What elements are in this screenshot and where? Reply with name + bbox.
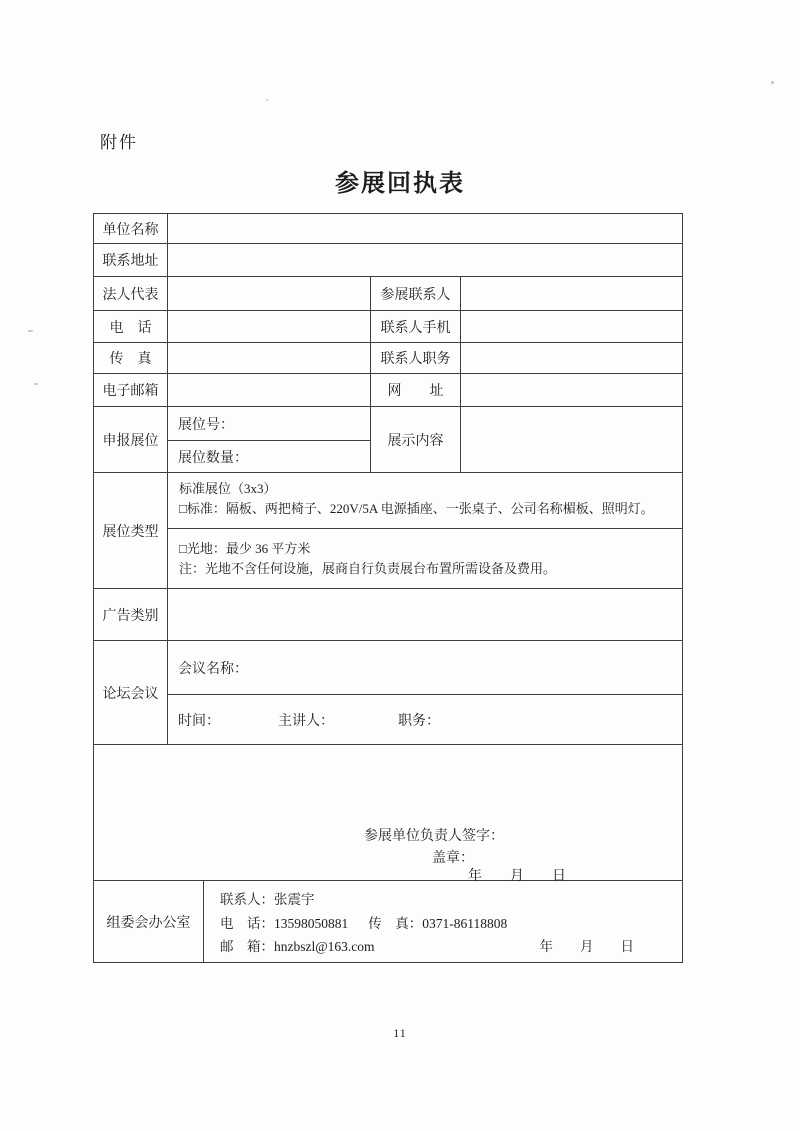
legal-rep-value [168, 277, 371, 310]
phone-value [168, 311, 371, 342]
reply-form-table [93, 213, 683, 963]
table-row-signature [94, 745, 682, 884]
meeting-name-field: 会议名称： [168, 641, 682, 695]
unit-name-label: 单位名称 [94, 214, 168, 243]
committee-fax-label: 传 真： [368, 915, 423, 931]
display-content-value [461, 407, 682, 472]
standard-booth-block [168, 473, 682, 529]
speaker-label: 主讲人： [278, 713, 334, 729]
table-row-address [94, 244, 682, 277]
table-row-booth-apply [94, 407, 682, 473]
display-content-label: 展示内容 [371, 407, 461, 472]
website-value [461, 374, 682, 406]
table-row-forum [94, 641, 682, 745]
table-row-booth-type [94, 473, 682, 589]
booth-apply-subcolumn [168, 407, 371, 472]
job-title-value [461, 343, 682, 373]
committee-contact-block [204, 881, 682, 962]
form-title: 参展回执表 [335, 171, 465, 197]
page-number: 11 [393, 1026, 407, 1040]
email-value [168, 374, 371, 406]
committee-fax-number: 0371-86118808 [422, 915, 508, 931]
address-value [168, 244, 682, 276]
scan-speckle [771, 81, 774, 84]
ad-category-label: 广告类别 [94, 589, 168, 640]
scan-speckle [28, 330, 33, 332]
raw-space-note: 注：光地不含任何设施，展商自行负责展台布置所需设备及费用。 [179, 561, 557, 576]
exhibit-contact-value [461, 277, 682, 310]
fax-value [168, 343, 371, 373]
committee-email-line [220, 935, 672, 955]
table-row-fax [94, 343, 682, 374]
time-label: 时间： [178, 713, 220, 729]
booth-no-field: 展位号： [168, 407, 370, 441]
scan-speckle [34, 383, 38, 385]
standard-booth-detail: □标准：隔板、两把椅子、220V/5A 电源插座、一张桌子、公司名称楣板、照明灯。 [179, 501, 654, 516]
committee-contact-label: 联系人： [220, 892, 274, 908]
committee-contact-line [220, 888, 672, 908]
mobile-label: 联系人手机 [371, 311, 461, 342]
table-row-ad-category [94, 589, 682, 641]
table-row-email [94, 374, 682, 407]
forum-content [168, 641, 682, 744]
table-row-unit-name [94, 214, 682, 244]
booth-qty-field: 展位数量： [178, 450, 248, 466]
table-row-phone [94, 311, 682, 343]
meeting-detail-field [168, 695, 682, 744]
booth-type-label: 展位类型 [94, 473, 168, 588]
committee-date-line: 年 月 日 [539, 938, 634, 954]
committee-email-label: 邮 箱： [220, 938, 274, 954]
email-label: 电子邮箱 [94, 374, 168, 406]
legal-rep-label: 法人代表 [94, 277, 168, 310]
committee-phone-label: 电 话： [220, 915, 274, 931]
committee-contact-name: 张震宇 [274, 892, 315, 908]
forum-label: 论坛会议 [94, 641, 168, 744]
job-title-label: 联系人职务 [371, 343, 461, 373]
committee-phone-line [220, 912, 672, 932]
unit-name-value [168, 214, 682, 243]
attachment-label: 附件 [100, 133, 138, 152]
committee-phone-number: 13598050881 [274, 915, 349, 931]
address-label: 联系地址 [94, 244, 168, 276]
standard-booth-title: 标准展位（3x3） [179, 481, 277, 496]
ad-category-value [168, 589, 682, 640]
exhibit-contact-label: 参展联系人 [371, 277, 461, 310]
committee-label: 组委会办公室 [94, 881, 204, 962]
raw-space-detail: □光地：最少 36 平方米 [179, 541, 311, 556]
table-row-committee [94, 881, 682, 962]
fax-label: 传 真 [94, 343, 168, 373]
seal-line: 盖章： [432, 851, 474, 866]
signature-date-line: 年 月 日 [468, 869, 566, 884]
website-label: 网 址 [371, 374, 461, 406]
table-row-legal-rep [94, 277, 682, 311]
signature-line: 参展单位负责人签字： [364, 829, 504, 844]
speaker-title-label: 职务： [398, 713, 440, 729]
phone-label: 电 话 [94, 311, 168, 342]
booth-apply-label: 申报展位 [94, 407, 168, 472]
mobile-value [461, 311, 682, 342]
raw-space-block [168, 529, 682, 588]
scan-speckle [266, 99, 268, 101]
booth-type-content [168, 473, 682, 588]
committee-email-address: hnzbszl@163.com [274, 938, 375, 954]
